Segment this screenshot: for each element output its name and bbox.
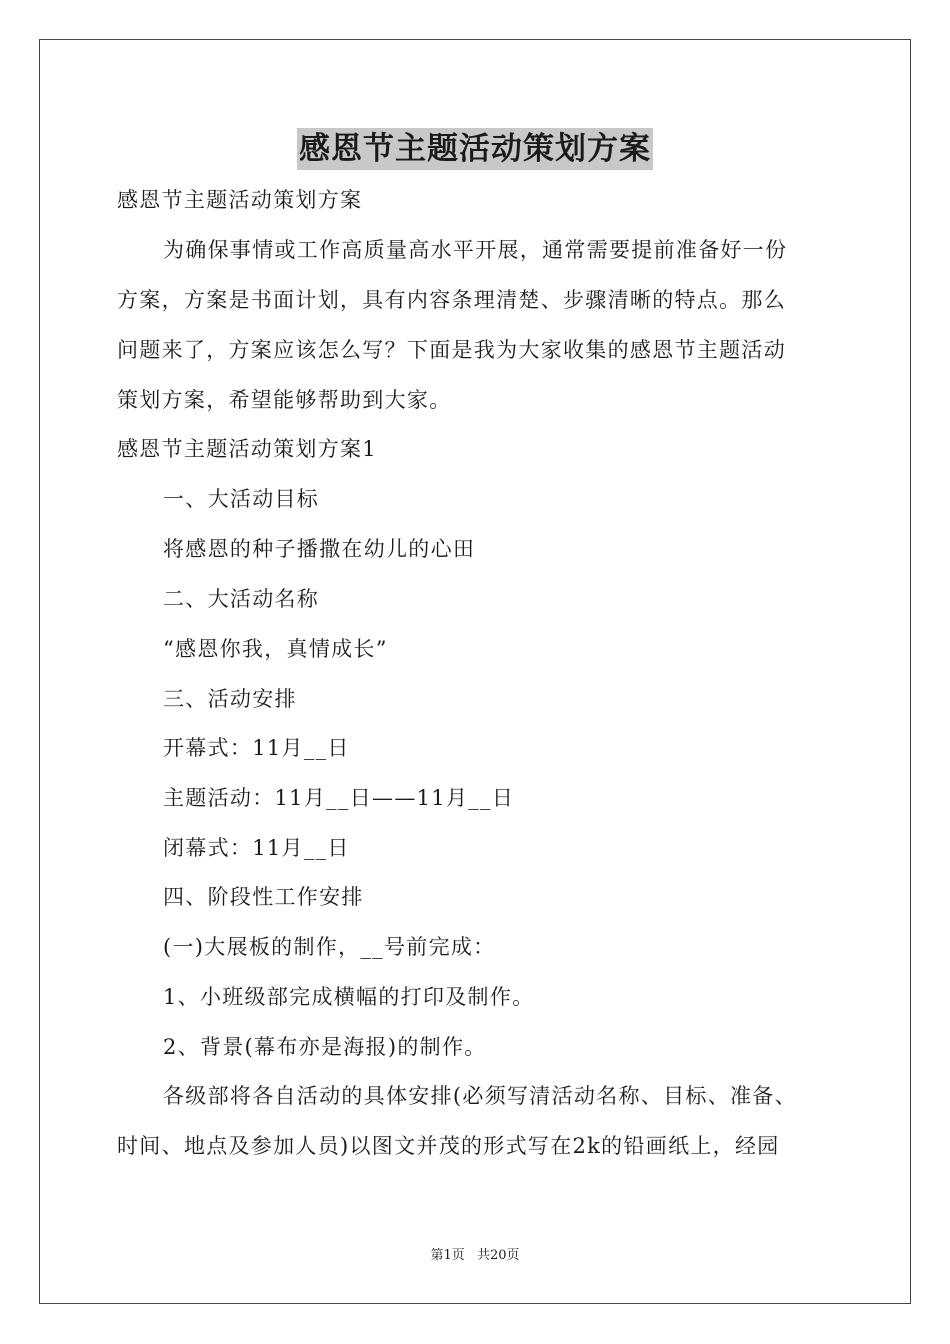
paragraph-line: 闭幕式：11月__日	[163, 836, 350, 860]
title-container	[0, 128, 950, 170]
paragraph-line: 主题活动：11月__日——11月__日	[163, 786, 515, 810]
paragraph-line: (一)大展板的制作，__号前完成：	[163, 935, 496, 959]
paragraph-line: 开幕式：11月__日	[163, 736, 350, 760]
paragraph-line: 二、大活动名称	[163, 587, 320, 611]
paragraph-line: 将感恩的种子播撒在幼儿的心田	[163, 537, 476, 561]
paragraph-line: “感恩你我，真情成长”	[163, 637, 388, 661]
paragraph-line: 三、活动安排	[163, 687, 297, 711]
paragraph-line: 为确保事情或工作高质量高水平开展，通常需要提前准备好一份	[163, 238, 788, 262]
paragraph-line: 一、大活动目标	[163, 487, 320, 511]
section-heading: 感恩节主题活动策划方案1	[117, 437, 377, 461]
page-border	[39, 39, 911, 1304]
paragraph-line: 四、阶段性工作安排	[163, 885, 364, 909]
page-footer	[0, 1247, 950, 1265]
paragraph-line: 问题来了，方案应该怎么写？下面是我为大家收集的感恩节主题活动	[117, 338, 786, 362]
paragraph-line: 2、背景(幕布亦是海报)的制作。	[163, 1035, 487, 1059]
paragraph-line: 方案，方案是书面计划，具有内容条理清楚、步骤清晰的特点。那么	[117, 288, 786, 312]
subtitle-line: 感恩节主题活动策划方案	[117, 188, 363, 212]
document-title: 感恩节主题活动策划方案	[297, 128, 653, 170]
paragraph-line: 各级部将各自活动的具体安排(必须写清活动名称、目标、准备、	[163, 1084, 797, 1108]
paragraph-line: 1、小班级部完成横幅的打印及制作。	[163, 985, 535, 1009]
paragraph-line: 时间、地点及参加人员)以图文并茂的形式写在2k的铅画纸上，经园	[117, 1134, 780, 1158]
page-number: 第1页	[430, 1248, 465, 1263]
page-total: 共20页	[476, 1248, 520, 1263]
paragraph-line: 策划方案，希望能够帮助到大家。	[117, 388, 452, 412]
